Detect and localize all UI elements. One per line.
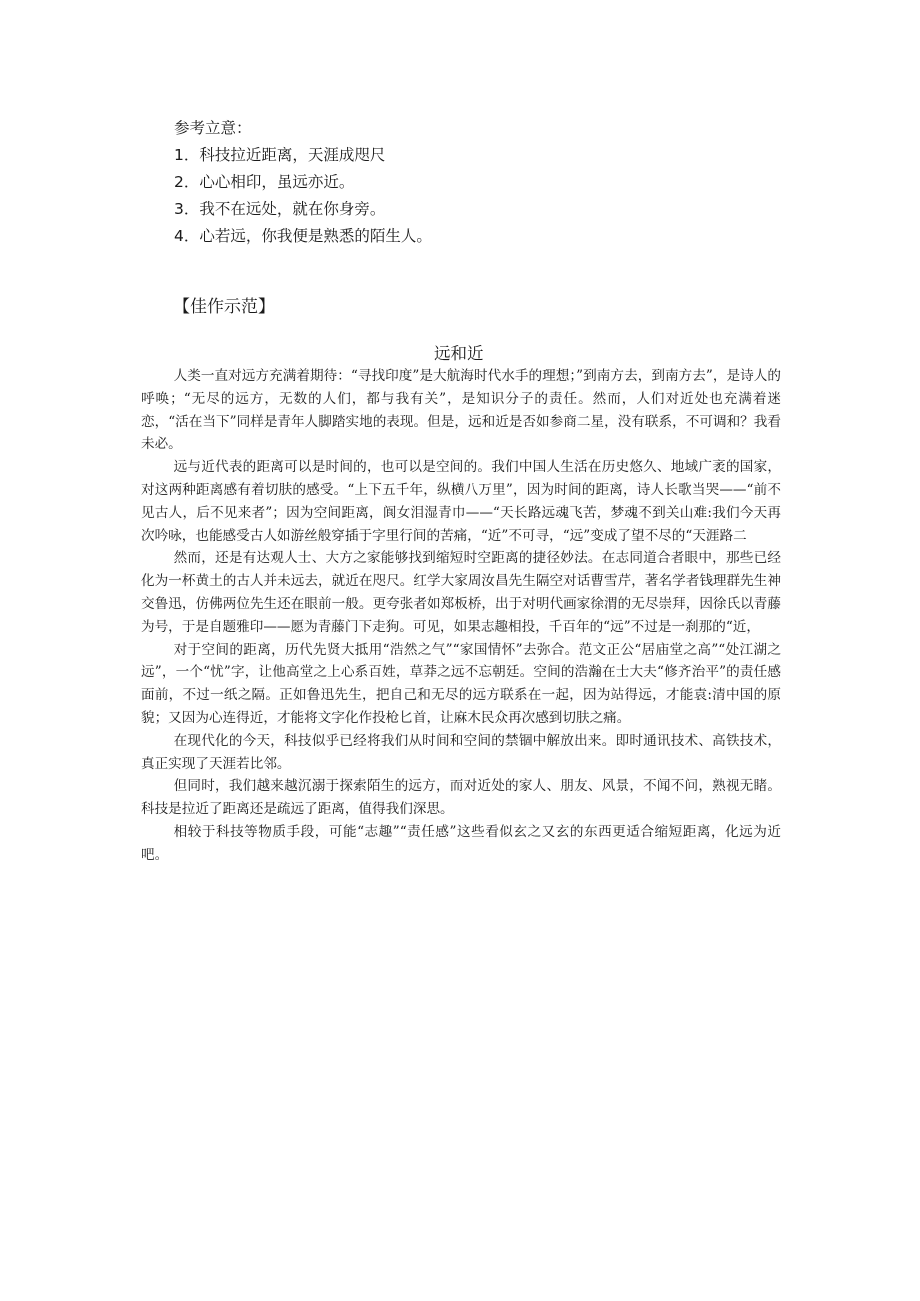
reference-item-3: 3．我不在远处，就在你身旁。 xyxy=(174,200,386,218)
exemplar-heading: 【佳作示范】 xyxy=(173,297,275,317)
essay-body xyxy=(141,365,781,867)
essay-paragraph-1: 人类一直对远方充满着期待：“寻找印度”是大航海时代水手的理想；”到南方去，到南方去”，是诗人的呼唤；“无尽的远方，无数的人们，都与我有关”，是知识分子的责任。然而，人们对近处也充满着迷恋，“活在当下”同样是青年人脚踏实地的表现。但是，远和近是否如参商二星，没有联系，不可调和？我看未必。 xyxy=(141,368,781,453)
reference-list xyxy=(174,145,432,253)
essay-title: 远和近 xyxy=(434,344,484,363)
essay-paragraph-7: 相较于科技等物质手段，可能“志趣”“责任感”这些看似玄之又玄的东西更适合缩短距离，化远为近吧。 xyxy=(141,823,781,863)
essay-paragraph-5: 在现代化的今天，科技似乎已经将我们从时间和空间的禁锢中解放出来。即时通讯技术、高铁技术，真正实现了天涯若比邻。 xyxy=(141,732,781,772)
reference-item-1: 1．科技拉近距离，天涯成咫尺 xyxy=(174,146,386,164)
reference-item-2: 2．心心相印，虽远亦近。 xyxy=(174,173,355,191)
essay-paragraph-4: 对于空间的距离，历代先贤大抵用“浩然之气”“家国情怀”去弥合。范文正公“居庙堂之高”“处江湖之远”，一个“忧”字，让他高堂之上心系百姓，草莽之远不忘朝廷。空间的浩瀚在士大夫“修齐治平”的责任感面前，不过一纸之隔。正如鲁迅先生，把自己和无尽的远方联系在一起，因为站得远，才能袁:清中国的原貌；又因为心连得近，才能将文字化作投枪匕首，让麻木民众再次感到切肤之痛。 xyxy=(141,641,781,726)
essay-paragraph-2: 远与近代表的距离可以是时间的，也可以是空间的。我们中国人生活在历史悠久、地域广袤的国家，对这两种距离感有着切肤的感受。“上下五千年，纵横八万里”，因为时间的距离，诗人长歌当哭——“前不见古人，后不见来者”；因为空间距离，阆女泪湿青巾——“天长路远魂飞苦，梦魂不到关山难:我们今天再次吟咏，也能感受古人如游丝般穿插于字里行间的苦痛，“近”不可寻，“远”变成了望不尽的“天涯路二 xyxy=(141,459,781,544)
reference-item-4: 4．心若远，你我便是熟悉的陌生人。 xyxy=(174,227,432,245)
essay-paragraph-3: 然而，还是有达观人士、大方之家能够找到缩短时空距离的捷径妙法。在志同道合者眼中，那些已经化为一杯黄土的古人并未远去，就近在咫尺。红学大家周汝昌先生隔空对话曹雪芹，著名学者钱理群先生神交鲁迅，仿佛两位先生还在眼前一般。更夸张者如郑板桥，出于对明代画家徐渭的无尽崇拜，因徐氏以青藤为号，于是自题雅印——愿为青藤门下走狗。可见，如果志趣相投，千百年的“远”不过是一刹那的“近， xyxy=(141,550,781,635)
reference-heading: 参考立意： xyxy=(174,119,252,137)
essay-paragraph-6: 但同时，我们越来越沉溺于探索陌生的远方，而对近处的家人、朋友、风景，不闻不问，熟视无睹。科技是拉近了距离还是疏远了距离，值得我们深思。 xyxy=(141,778,781,818)
